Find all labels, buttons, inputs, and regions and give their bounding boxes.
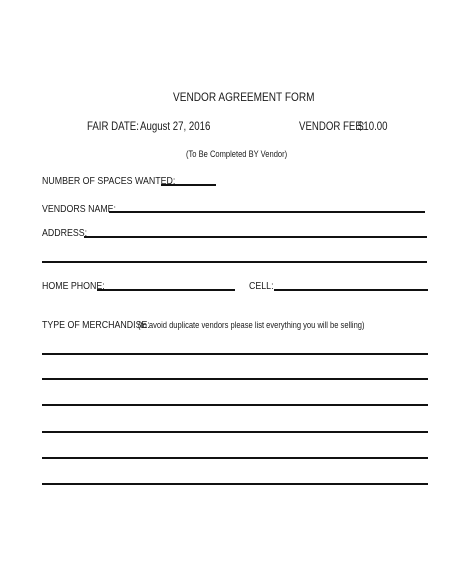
address-field-line-1[interactable] — [84, 236, 427, 238]
cell-field[interactable] — [274, 289, 428, 291]
address-label: ADDRESS: — [42, 227, 88, 239]
address-field-line-2[interactable] — [42, 261, 427, 263]
merchandise-line[interactable] — [42, 431, 428, 433]
number-of-spaces-field[interactable] — [161, 184, 216, 186]
home-phone-field[interactable] — [97, 289, 235, 291]
merchandise-line[interactable] — [42, 378, 428, 380]
merchandise-note: (to avoid duplicate vendors please list everything you will be selling) — [138, 320, 365, 330]
merchandise-label: TYPE OF MERCHANDISE: — [42, 319, 150, 331]
vendor-fee-label: VENDOR FEE: — [299, 121, 365, 133]
merchandise-line[interactable] — [42, 457, 428, 459]
merchandise-line[interactable] — [42, 483, 428, 485]
cell-label: CELL: — [249, 280, 274, 292]
completed-by-note: (To Be Completed BY Vendor) — [186, 149, 288, 159]
form-title: VENDOR AGREEMENT FORM — [173, 90, 315, 104]
vendors-name-field[interactable] — [109, 211, 425, 213]
home-phone-label: HOME PHONE: — [42, 280, 105, 292]
fair-date-value: August 27, 2016 — [140, 121, 211, 133]
merchandise-line[interactable] — [42, 353, 428, 355]
fair-date-label: FAIR DATE: — [87, 121, 139, 133]
number-of-spaces-label: NUMBER OF SPACES WANTED: — [42, 175, 176, 187]
vendor-fee-value: $10.00 — [358, 121, 388, 133]
vendors-name-label: VENDORS NAME: — [42, 203, 117, 215]
merchandise-line[interactable] — [42, 404, 428, 406]
